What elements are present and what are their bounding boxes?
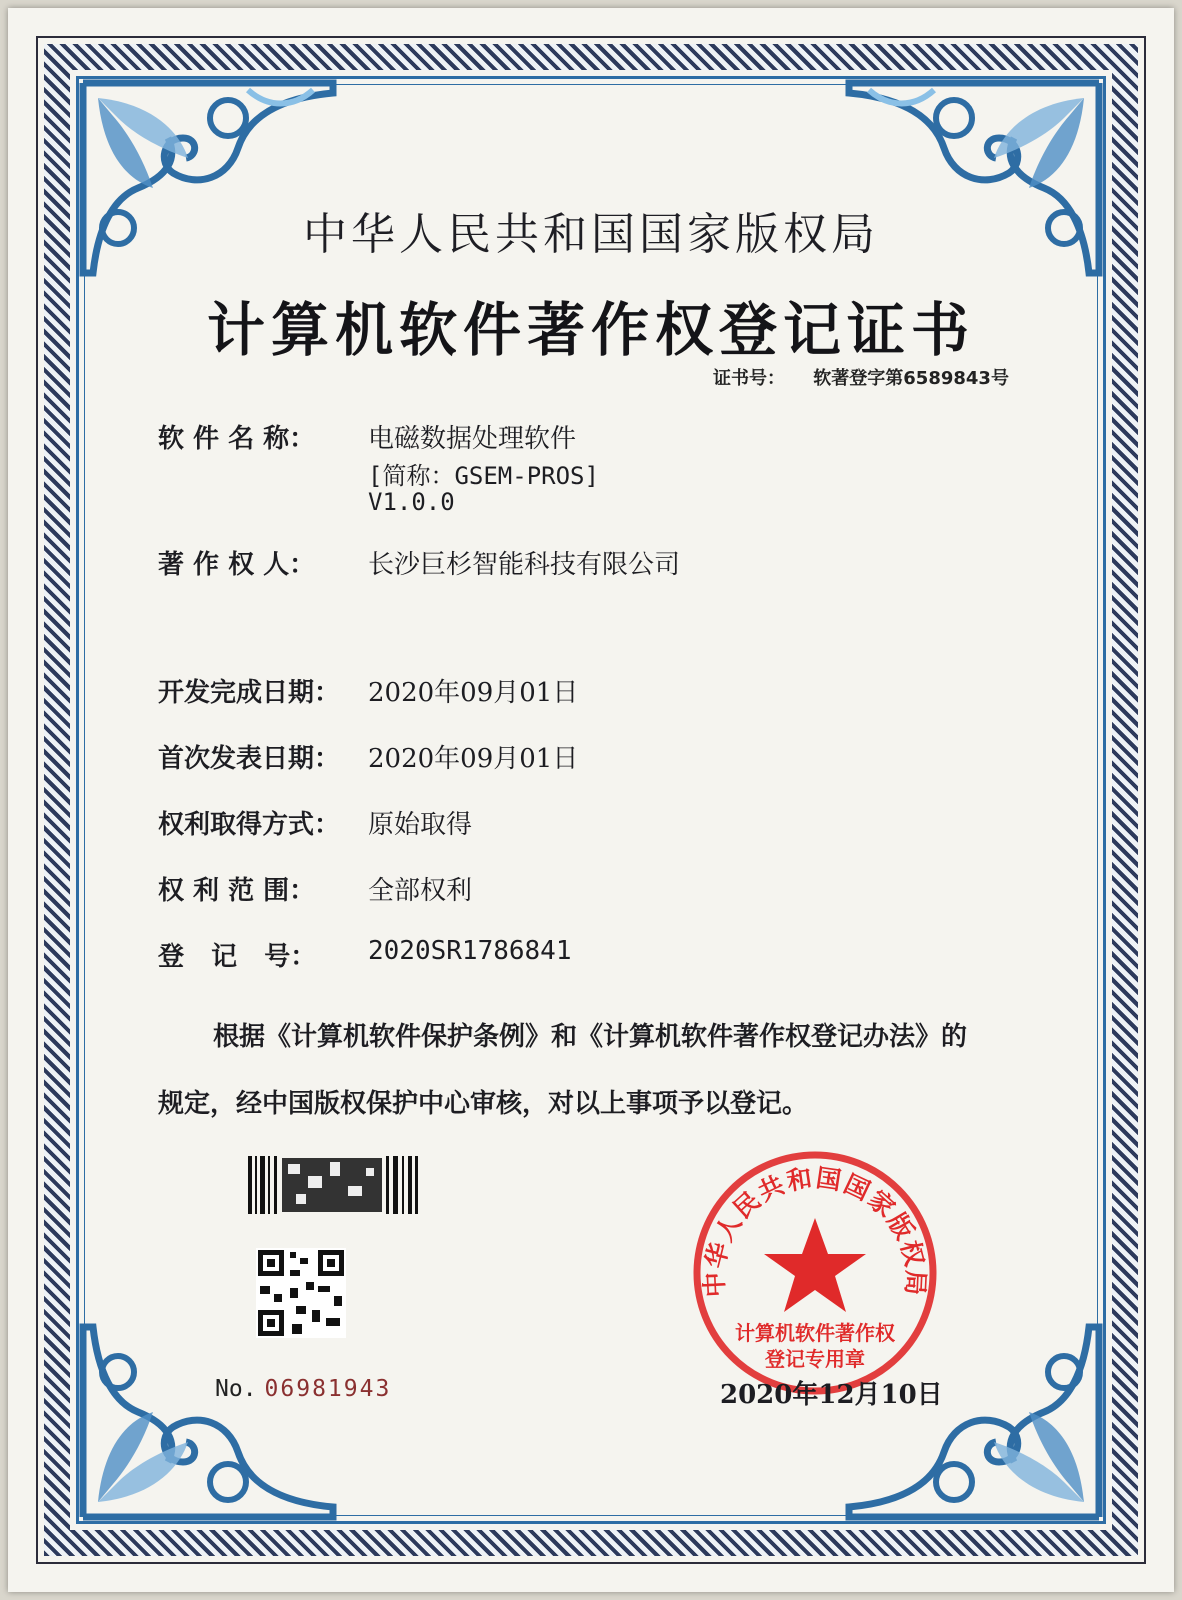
serial-number [215, 1376, 391, 1402]
copyright-owner-label: 著 作 权 人： [158, 550, 316, 580]
certificate-page [8, 8, 1174, 1592]
corner-ornament-icon [78, 1322, 338, 1522]
software-name-label: 软 件 名 称： [158, 424, 316, 454]
scope-of-rights-value: 全部权利 [368, 876, 473, 906]
certificate-title: 计算机软件著作权登记证书 [206, 296, 975, 364]
registration-number-label: 登 记 号： [158, 942, 317, 972]
issue-date: 2020年12月10日 [720, 1380, 943, 1410]
software-short-name: [简称：GSEM-PROS] [368, 462, 599, 490]
seal-center-text-2: 登记专用章 [765, 1347, 865, 1371]
statement-line-1: 根据《计算机软件保护条例》和《计算机软件著作权登记办法》的 [213, 1022, 968, 1052]
issuing-authority: 中华人民共和国国家版权局 [303, 209, 879, 260]
certificate-number-value: 软著登字第6589843号 [813, 368, 1009, 389]
first-publication-date-value: 2020年09月01日 [368, 744, 579, 774]
qr-code-icon [256, 1248, 346, 1338]
copyright-owner-value: 长沙巨杉智能科技有限公司 [368, 550, 681, 580]
field-development-date [158, 672, 579, 709]
serial-value: 06981943 [264, 1376, 392, 1402]
development-date-label: 开发完成日期： [158, 678, 341, 708]
certificate-number-label: 证书号： [713, 368, 785, 389]
acquisition-method-label: 权利取得方式： [158, 810, 341, 840]
serial-label: No. [215, 1376, 257, 1402]
seal-center-text-1: 计算机软件著作权 [735, 1321, 895, 1345]
field-acquisition-method [158, 804, 473, 841]
barcode-icon [248, 1156, 418, 1214]
official-seal-icon [690, 1148, 940, 1398]
acquisition-method-value: 原始取得 [368, 810, 473, 840]
first-publication-date-label: 首次发表日期： [158, 744, 341, 774]
certificate-number [713, 364, 1009, 390]
software-version: V1.0.0 [368, 488, 455, 516]
field-first-publication-date [158, 738, 579, 775]
scope-of-rights-label: 权 利 范 围： [158, 876, 316, 906]
field-copyright-owner [158, 544, 681, 581]
software-name-value: 电磁数据处理软件 [368, 424, 577, 454]
statement-line-2: 规定，经中国版权保护中心审核，对以上事项予以登记。 [158, 1089, 809, 1119]
field-registration-number [158, 936, 572, 973]
development-date-value: 2020年09月01日 [368, 678, 579, 708]
field-scope-of-rights [158, 870, 473, 907]
seal-ring-text: 中华人民共和国国家版权局 [699, 1163, 931, 1298]
registration-number-value: 2020SR1786841 [368, 936, 572, 966]
field-software-name [158, 418, 577, 455]
